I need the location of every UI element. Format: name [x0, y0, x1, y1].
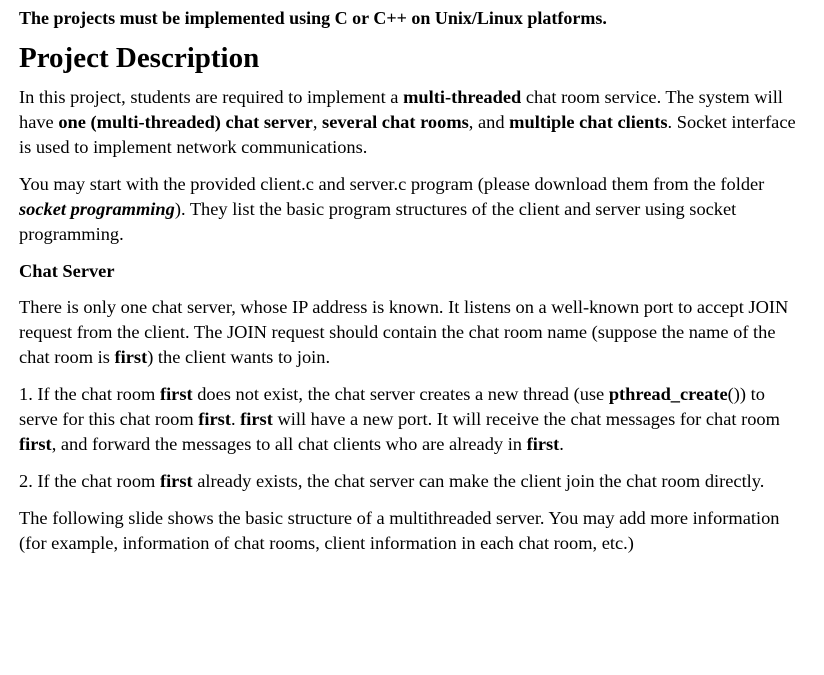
item1-text-1: 1. If the chat room: [19, 384, 160, 404]
closing-paragraph: The following slide shows the basic structure of a multithreaded server. You may add more information (for example, information of chat rooms, client information in each chat room, etc.): [19, 508, 780, 553]
provided-text-2: ). They list the basic program structures of the client and server using socket programming.: [19, 199, 737, 244]
item1-bold-4: first: [240, 409, 273, 429]
intro-bold-clients: multiple chat clients: [509, 112, 668, 132]
server-bold-first: first: [114, 347, 148, 367]
item2-bold-1: first: [159, 471, 193, 491]
intro-text-2: chat room service. The system will have: [19, 87, 783, 132]
intro-text-4: , and: [468, 112, 510, 132]
item1-text-7: .: [559, 434, 564, 454]
server-description-paragraph: [19, 295, 806, 370]
provided-text-1: You may start with the provided client.c and server.c program (please download them from the folder: [19, 174, 765, 194]
rule-item-1: [19, 382, 806, 457]
provided-paragraph: [19, 172, 806, 247]
item1-text-2: does not exist, the chat server creates a new thread (use: [192, 384, 609, 404]
intro-bold-server: one (multi-threaded) chat server: [58, 112, 313, 132]
intro-text-5: . Socket interface is used to implement network communications.: [19, 112, 796, 157]
item1-bold-6: first: [526, 434, 560, 454]
page-title: Project Description: [19, 42, 260, 74]
item1-text-5: will have a new port. It will receive the chat messages for chat room: [272, 409, 780, 429]
server-text-1: There is only one chat server, whose IP address is known. It listens on a well-known port to accept JOIN request from the client. The JOIN request should contain the chat room name (suppose the name of the chat room is: [19, 297, 789, 367]
item2-text-2: already exists, the chat server can make the client join the chat room directly.: [192, 471, 765, 491]
intro-text-1: In this project, students are required to implement a: [19, 87, 404, 107]
item1-bold-3: first: [198, 409, 231, 429]
section-title-chat-server: Chat Server: [19, 261, 115, 281]
item2-text-1: 2. If the chat room: [19, 471, 160, 491]
item1-bold-5: first: [19, 434, 52, 454]
item1-text-4: .: [230, 409, 241, 429]
item1-bold-pthread: pthread_create: [608, 384, 728, 404]
intro-text-3: ,: [312, 112, 323, 132]
item1-bold-1: first: [159, 384, 193, 404]
provided-folder-name: socket programming: [19, 199, 175, 219]
header-note: The projects must be implemented using C or C++ on Unix/Linux platforms.: [19, 8, 607, 28]
item1-text-3: ()) to serve for this chat room: [19, 384, 765, 429]
intro-bold-multithreaded: multi-threaded: [403, 87, 522, 107]
intro-paragraph: [19, 85, 806, 160]
server-text-2: ) the client wants to join.: [147, 347, 331, 367]
item1-text-6: , and forward the messages to all chat clients who are already in: [51, 434, 527, 454]
intro-bold-rooms: several chat rooms: [322, 112, 469, 132]
rule-item-2: [19, 469, 806, 494]
